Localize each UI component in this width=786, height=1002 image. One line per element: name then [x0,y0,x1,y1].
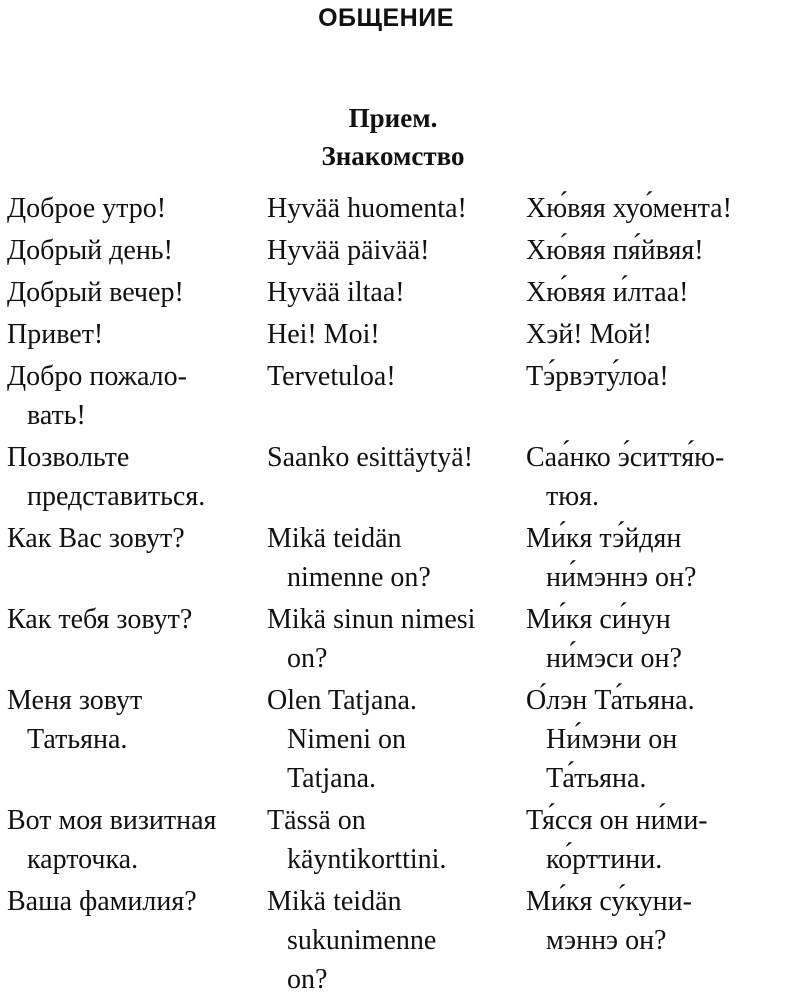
phrase-row [0,801,786,879]
finnish-phrase-line: sukunimenne [287,925,437,956]
russian-phrase-line: Добрый вечер! [7,277,184,308]
russian-phrase-line: Как тебя зовут? [7,604,193,635]
finnish-phrase-line: on? [287,643,328,674]
russian-phrase-line: представиться. [27,481,206,512]
russian-phrase [0,882,260,921]
finnish-phrase-line: käyntikorttini. [287,844,447,875]
transcription-line: О́лэн Та́тьяна. [526,685,695,716]
transcription-line: Та́тьяна. [546,763,647,794]
finnish-phrase-line: on? [287,964,328,995]
phrase-row [0,315,786,354]
transcription [519,882,786,960]
finnish-phrase [260,357,519,396]
transcription [519,600,786,678]
russian-phrase [0,231,260,270]
russian-phrase [0,600,260,639]
phrase-row [0,600,786,678]
phrase-row [0,438,786,516]
transcription [519,189,786,228]
transcription-line: Ми́кя тэ́йдян [526,523,682,554]
transcription-line: Ми́кя си́нун [526,604,671,635]
transcription-line: мэннэ он? [546,925,667,956]
phrase-row [0,519,786,597]
russian-phrase-line: Ваша фамилия? [7,886,197,917]
finnish-phrase-line: Tervetuloa! [267,361,396,392]
finnish-phrase-line: Hei! Moi! [267,319,380,350]
russian-phrase-line: Добрый день! [7,235,173,266]
russian-phrase [0,189,260,228]
transcription-line: ни́мэннэ он? [546,562,697,593]
transcription-line: Тя́сся он ни́ми- [526,805,708,836]
russian-phrase [0,357,260,435]
transcription-line: Хю́вяя и́лтаа! [526,277,689,308]
russian-phrase-line: Добро пожало- [7,361,187,392]
finnish-phrase-line: Tässä on [267,805,366,836]
subtitle-line-2: Знакомство [321,141,465,171]
transcription-line: Хэй! Мой! [526,319,653,350]
russian-phrase-line: Вот моя визитная [7,805,217,836]
transcription [519,273,786,312]
transcription-line: Хю́вяя пя́йвяя! [526,235,704,266]
phrase-row [0,231,786,270]
finnish-phrase-line: Hyvää iltaa! [267,277,405,308]
finnish-phrase [260,681,519,798]
phrase-row [0,273,786,312]
russian-phrase [0,273,260,312]
transcription-line: Тэ́рвэту́лоа! [526,361,669,392]
transcription-line: Ми́кя су́куни- [526,886,692,917]
russian-phrase-line: Татьяна. [27,724,128,755]
finnish-phrase-line: Mikä sinun nimesi [267,604,476,635]
finnish-phrase-line: Nimeni on [287,724,406,755]
russian-phrase-line: Меня зовут [7,685,143,716]
transcription [519,357,786,396]
finnish-phrase-line: Mikä teidän [267,886,402,917]
russian-phrase [0,438,260,516]
section-title: ОБЩЕНИЕ [318,4,454,32]
finnish-phrase [260,189,519,228]
finnish-phrase-line: Mikä teidän [267,523,402,554]
russian-phrase-line: Доброе утро! [7,193,167,224]
russian-phrase [0,801,260,879]
russian-phrase-line: Привет! [7,319,104,350]
finnish-phrase-line: Hyvää huomenta! [267,193,467,224]
transcription [519,681,786,798]
russian-phrase-line: карточка. [27,844,139,875]
finnish-phrase [260,882,519,999]
transcription [519,519,786,597]
phrase-table [0,189,786,1002]
finnish-phrase [260,273,519,312]
transcription-line: ко́рттини. [546,844,663,875]
russian-phrase [0,315,260,354]
transcription-line: тюя. [546,481,600,512]
finnish-phrase-line: Tatjana. [287,763,376,794]
finnish-phrase [260,600,519,678]
transcription-line: Хю́вяя хуо́мента! [526,193,732,224]
transcription-line: Ни́мэни он [546,724,678,755]
finnish-phrase-line: Saanko esittäytyä! [267,442,474,473]
subtitle-line-1: Прием. [348,103,438,133]
phrase-row [0,189,786,228]
transcription [519,801,786,879]
transcription-line: Саа́нко э́сиття́ю- [526,442,725,473]
finnish-phrase-line: Hyvää päivää! [267,235,430,266]
transcription [519,315,786,354]
finnish-phrase [260,438,519,477]
finnish-phrase [260,801,519,879]
phrase-row [0,357,786,435]
phrase-row [0,882,786,999]
finnish-phrase-line: Olen Tatjana. [267,685,417,716]
phrase-row [0,681,786,798]
russian-phrase [0,681,260,759]
russian-phrase [0,519,260,558]
transcription [519,438,786,516]
russian-phrase-line: вать! [27,400,86,431]
finnish-phrase [260,231,519,270]
finnish-phrase-line: nimenne on? [287,562,431,593]
transcription [519,231,786,270]
finnish-phrase [260,315,519,354]
russian-phrase-line: Как Вас зовут? [7,523,185,554]
finnish-phrase [260,519,519,597]
russian-phrase-line: Позвольте [7,442,130,473]
transcription-line: ни́мэси он? [546,643,682,674]
